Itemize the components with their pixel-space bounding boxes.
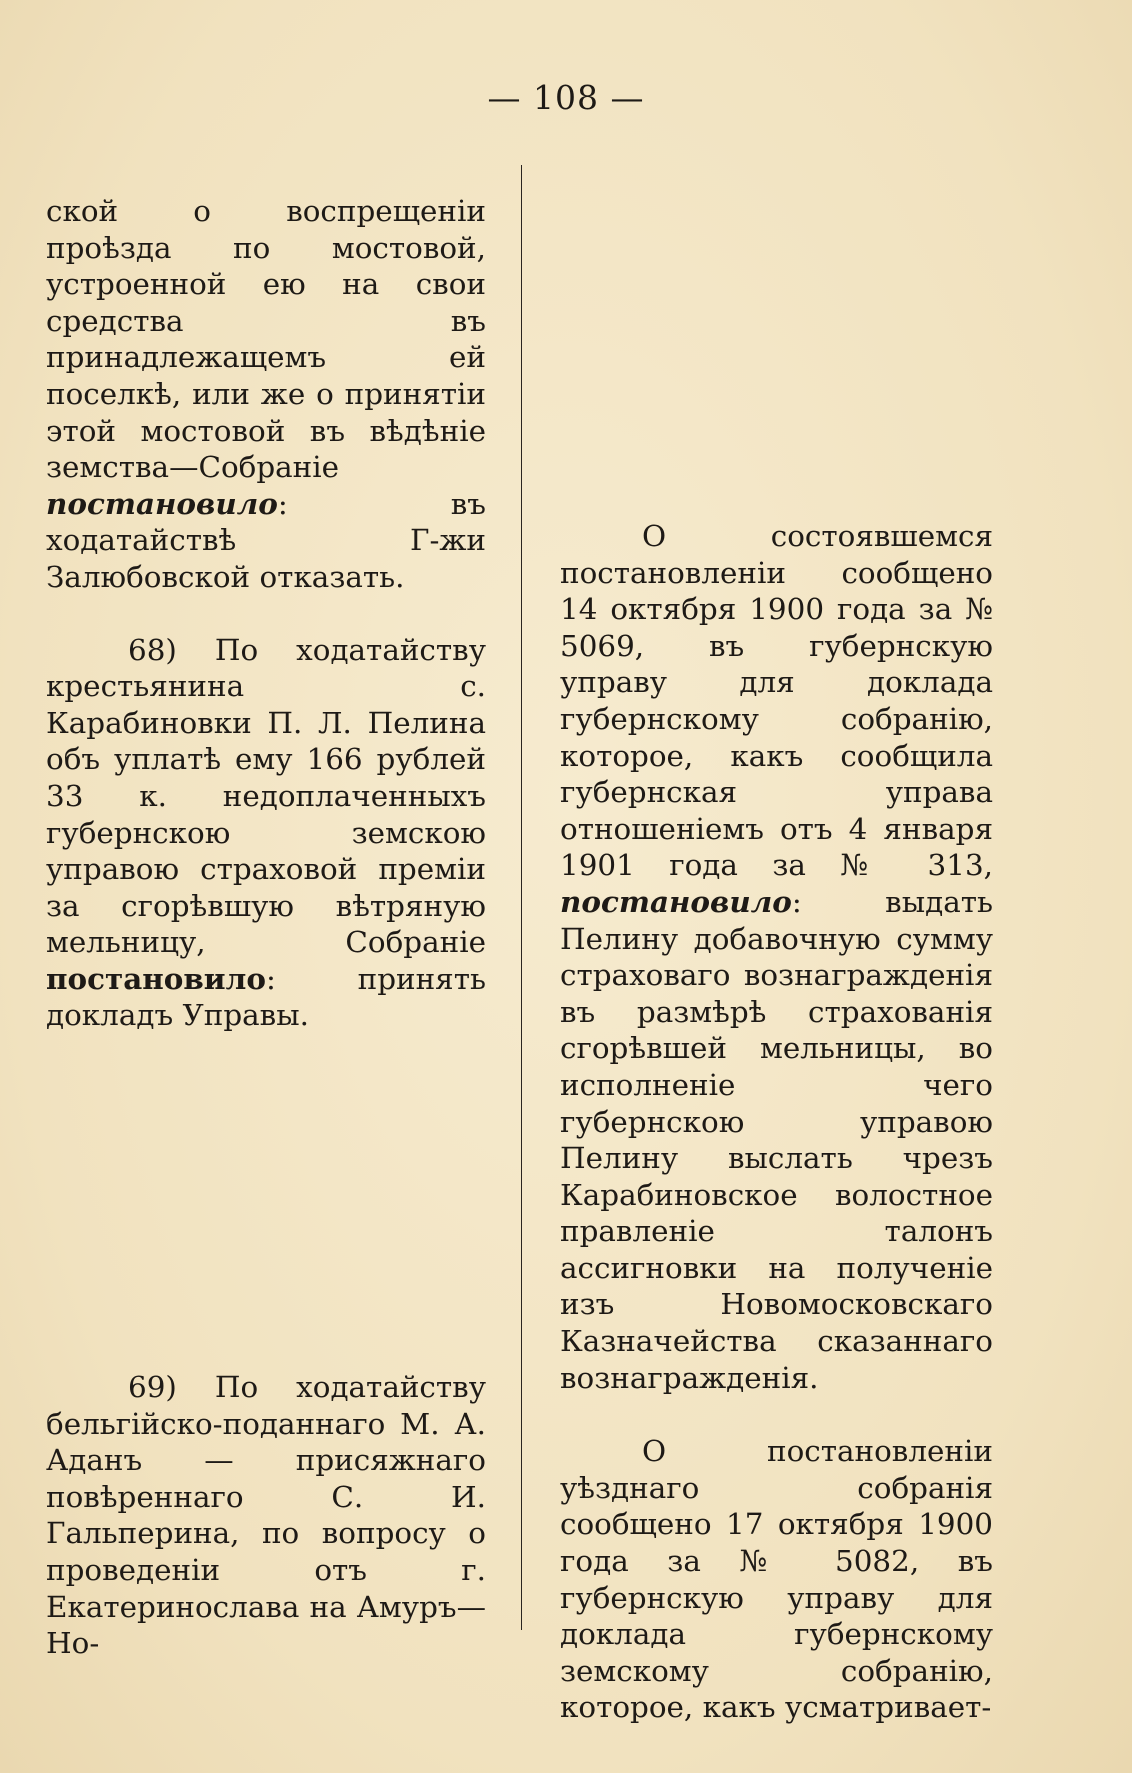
paragraph-item-68 xyxy=(46,632,486,1035)
resolution-word: постановило xyxy=(46,960,266,996)
paragraph-text: О состоявшемся постановленіи сообщено 14 октября 1900 года за № 5069, въ губернскую управу для доклада губернскому собранію, которое, какъ сообщила губернская управа отношеніемъ отъ 4 января 1901 года за № 313, xyxy=(560,519,993,883)
paragraph-report-69 xyxy=(560,1433,993,1726)
right-column xyxy=(560,193,993,1726)
paragraph-text-tail: : принять докладъ Управы. xyxy=(46,961,486,1033)
paragraph-continuation xyxy=(46,193,486,596)
resolution-word: постановило xyxy=(560,883,792,919)
paragraph-text-tail: : выдать Пелину добавочную сумму страховаго вознагражденія въ размѣрѣ страхованія сгорѣвшей мельницы, во исполненіе чего губернскою управою Пелину выслать чрезъ Карабиновское волостное правленіе талонъ ассигновки на полученіе изъ Новомосковскаго Казначейства сказаннаго вознагражденія. xyxy=(560,884,993,1395)
paragraph-text: О постановленіи уѣзднаго собранія сообщено 17 октября 1900 года за № 5082, въ губернскую управу для доклада губернскому земскому собранію, которое, какъ усматривает- xyxy=(560,1434,993,1725)
page-number: — 108 — xyxy=(487,78,645,117)
paragraph-item-69 xyxy=(46,1369,486,1662)
paragraph-text: ской о воспрещеніи проѣзда по мостовой, устроенной ею на свои средства въ принадлежащемъ ей поселкѣ, или же о принятіи этой мостовой въ вѣдѣніе земства—Собраніе xyxy=(46,194,486,485)
column-divider xyxy=(521,165,522,1630)
paragraph-text-tail: : въ ходатайствѣ Г-жи Залюбовской отказать. xyxy=(46,486,486,594)
resolution-word: постановило xyxy=(46,485,278,521)
paragraph-text: 69) По ходатайству бельгійско-поданнаго М. А. Аданъ — присяжнаго повѣреннаго С. И. Гальперина, по вопросу о проведеніи отъ г. Екатеринослава на Амуръ—Но- xyxy=(46,1370,486,1661)
paragraph-report-68 xyxy=(560,518,993,1396)
paragraph-text: 68) По ходатайству крестьянина с. Карабиновки П. Л. Пелина объ уплатѣ ему 166 рублей 33 к. недоплаченныхъ губернскою земскою управою страховой преміи за сгорѣвшую вѣтряную мельницу, Собраніе xyxy=(46,632,486,960)
left-column xyxy=(46,193,486,1662)
